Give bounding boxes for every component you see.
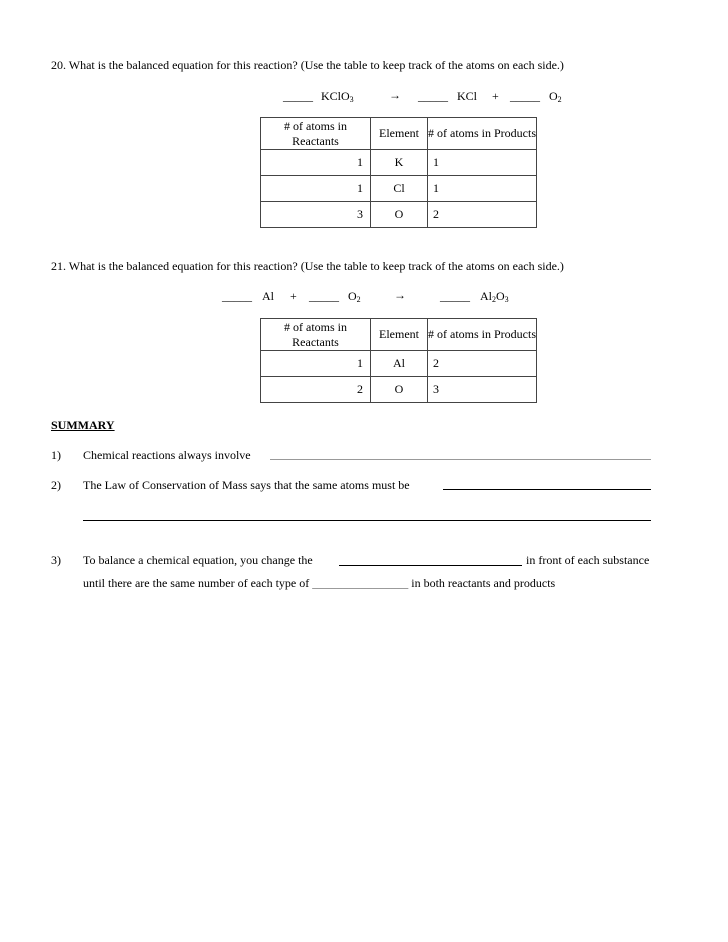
answer-line[interactable] xyxy=(443,489,651,490)
table-row xyxy=(261,176,537,202)
table-row xyxy=(261,202,537,228)
atom-count-table-21 xyxy=(260,318,537,403)
element-symbol: K xyxy=(371,150,428,176)
header-reactants: # of atoms in Reactants xyxy=(261,319,371,351)
element-symbol: O xyxy=(371,202,428,228)
product-count[interactable]: 2 xyxy=(428,202,537,228)
coefficient-blank[interactable]: _____ xyxy=(222,289,252,303)
reactant-count[interactable]: 1 xyxy=(261,176,371,202)
answer-blank[interactable]: ________________ xyxy=(312,576,409,590)
summary-item-3-line-2 xyxy=(83,576,555,591)
summary-heading: SUMMARY xyxy=(51,418,115,432)
reactant-count[interactable]: 2 xyxy=(261,377,371,403)
header-products: # of atoms in Products xyxy=(428,118,537,150)
product-formula: $O_2$ xyxy=(549,89,562,104)
coefficient-blank[interactable]: _____ xyxy=(309,289,339,303)
reactant-formula: KClO$_3$ xyxy=(321,89,354,104)
atom-count-table-20 xyxy=(260,117,537,228)
product-formula: KCl xyxy=(457,89,478,103)
coefficient-blank[interactable]: _____ xyxy=(418,89,448,103)
item-number: 3) xyxy=(51,553,61,567)
product-count[interactable]: 3 xyxy=(428,377,537,403)
plus-sign: + xyxy=(290,289,297,303)
question-21-prompt: 21. What is the balanced equation for this reaction? (Use the table to keep track of the atoms on each side.) xyxy=(51,259,564,273)
header-element: Element xyxy=(371,118,428,150)
product-count[interactable]: 2 xyxy=(428,351,537,377)
product-count[interactable]: 1 xyxy=(428,176,537,202)
header-reactants: # of atoms in Reactants xyxy=(261,118,371,150)
table-row xyxy=(261,377,537,403)
element-symbol: Cl xyxy=(371,176,428,202)
product-count[interactable]: 1 xyxy=(428,150,537,176)
table-row xyxy=(261,150,537,176)
summary-item-3-text-b: in front of each substance xyxy=(526,553,650,567)
summary-item-1-text: Chemical reactions always involve xyxy=(83,448,251,462)
element-symbol: O xyxy=(371,377,428,403)
summary-item-2-text: The Law of Conservation of Mass says that the same atoms must be xyxy=(83,478,410,492)
coefficient-blank[interactable]: _____ xyxy=(510,89,540,103)
question-20-prompt: 20. What is the balanced equation for this reaction? (Use the table to keep track of the atoms on each side.) xyxy=(51,58,564,72)
answer-line[interactable] xyxy=(83,520,651,521)
arrow-icon: → xyxy=(394,288,406,302)
item-number: 2) xyxy=(51,478,61,492)
summary-item-3-text-a: To balance a chemical equation, you change the xyxy=(83,553,313,567)
reactant-count[interactable]: 1 xyxy=(261,351,371,377)
answer-line[interactable] xyxy=(270,459,651,460)
table-row xyxy=(261,351,537,377)
plus-sign: + xyxy=(492,89,499,103)
answer-line[interactable] xyxy=(339,565,522,566)
item-number: 1) xyxy=(51,448,61,462)
summary-item-3-text-d: in both reactants and products xyxy=(411,576,556,590)
element-symbol: Al xyxy=(371,351,428,377)
coefficient-blank[interactable]: _____ xyxy=(440,289,470,303)
header-products: # of atoms in Products xyxy=(428,319,537,351)
reactant-formula: Al xyxy=(262,289,274,303)
reactant-formula: $O_2$ xyxy=(348,289,361,304)
reactant-count[interactable]: 3 xyxy=(261,202,371,228)
summary-item-3-text-c: until there are the same number of each type of xyxy=(83,576,310,590)
reactant-count[interactable]: 1 xyxy=(261,150,371,176)
arrow-icon: → xyxy=(389,88,401,102)
product-formula: $Al_2O_3$ xyxy=(480,289,509,304)
header-element: Element xyxy=(371,319,428,351)
coefficient-blank[interactable]: _____ xyxy=(283,89,313,103)
